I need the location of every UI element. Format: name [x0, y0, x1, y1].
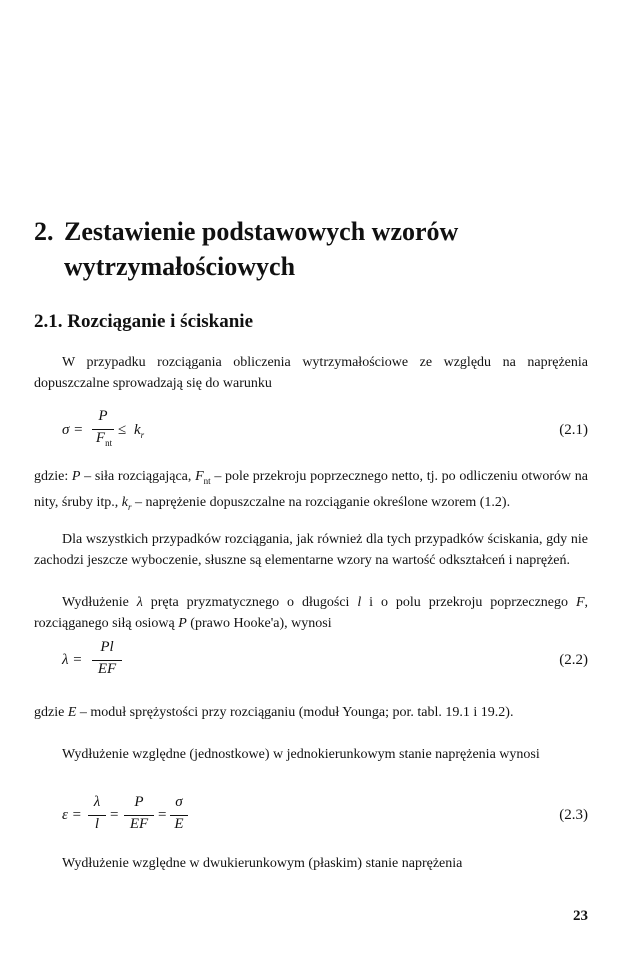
- paragraph-7: Wydłużenie względne w dwukierunkowym (płaskim) stanie naprężenia: [62, 856, 463, 871]
- eq3-frac1-numerator: λ: [93, 794, 101, 810]
- eq2-label: (2.2): [559, 652, 588, 668]
- paragraph-3: Dla wszystkich przypadków rozciągania, jak również dla tych przypadków ściskania, gdy nie zachodzi jeszcze wyboczenie, słuszne są elementarne wzory na wartość odkształceń i naprężeń.: [34, 532, 588, 568]
- eq2-denominator: EF: [97, 661, 117, 677]
- equation-2-2: [0, 637, 632, 687]
- eq1-rhs: $k_r$: [134, 422, 145, 440]
- eq1-label: (2.1): [559, 422, 588, 438]
- eq3-frac2-denominator: EF: [129, 816, 149, 832]
- eq3-frac3-numerator: σ: [175, 794, 183, 810]
- eq2-lhs: λ =: [62, 652, 83, 668]
- eq3-lhs: ε =: [62, 807, 82, 823]
- chapter-title-line2: wytrzymałościowych: [64, 252, 296, 281]
- paragraph-5: gdzie E – moduł sprężystości przy rozciąganiu (moduł Younga; por. tabl. 19.1 i 19.2).: [34, 705, 514, 720]
- eq3-label: (2.3): [559, 807, 588, 823]
- paragraph-2: gdzie: P – siła rozciągająca, $F_{nt}$ – pole przekroju poprzecznego netto, tj. po odliczeniu otworów na nity, śruby itp., $k_r$ – naprężenie dopuszczalne na rozciąganie określone wzorem (1.2).: [34, 469, 588, 512]
- equation-2-3: [0, 792, 632, 842]
- page-number: 23: [573, 908, 588, 924]
- eq3-frac3-denominator: E: [174, 816, 184, 832]
- eq1-denominator: $F_{nt}$: [95, 430, 113, 448]
- eq1-lhs: σ =: [62, 422, 84, 438]
- paragraph-4: Wydłużenie λ pręta pryzmatycznego o długości l i o polu przekroju poprzecznego F, rozciąganego siłą osiową P (prawo Hooke'a), wynosi: [34, 595, 589, 631]
- chapter-title: [34, 214, 594, 284]
- eq3-frac1-denominator: l: [94, 816, 100, 832]
- equation-2-1: [0, 402, 632, 452]
- eq3-equals-1: =: [110, 807, 119, 823]
- paragraph-6: Wydłużenie względne (jednostkowe) w jednokierunkowym stanie naprężenia wynosi: [62, 747, 540, 762]
- chapter-number: 2.: [34, 217, 54, 246]
- section-title: 2.1. Rozciąganie i ściskanie: [34, 311, 254, 332]
- paragraph-1: W przypadku rozciągania obliczenia wytrzymałościowe ze względu na naprężenia dopuszczalne sprowadzają się do warunku: [34, 355, 588, 391]
- eq2-numerator: Pl: [100, 639, 114, 655]
- eq3-frac2-numerator: P: [134, 794, 144, 810]
- eq1-relation: ≤: [118, 422, 127, 438]
- chapter-title-line1: Zestawienie podstawowych wzorów: [64, 217, 459, 246]
- eq3-equals-2: =: [158, 807, 167, 823]
- eq1-numerator: P: [98, 408, 108, 424]
